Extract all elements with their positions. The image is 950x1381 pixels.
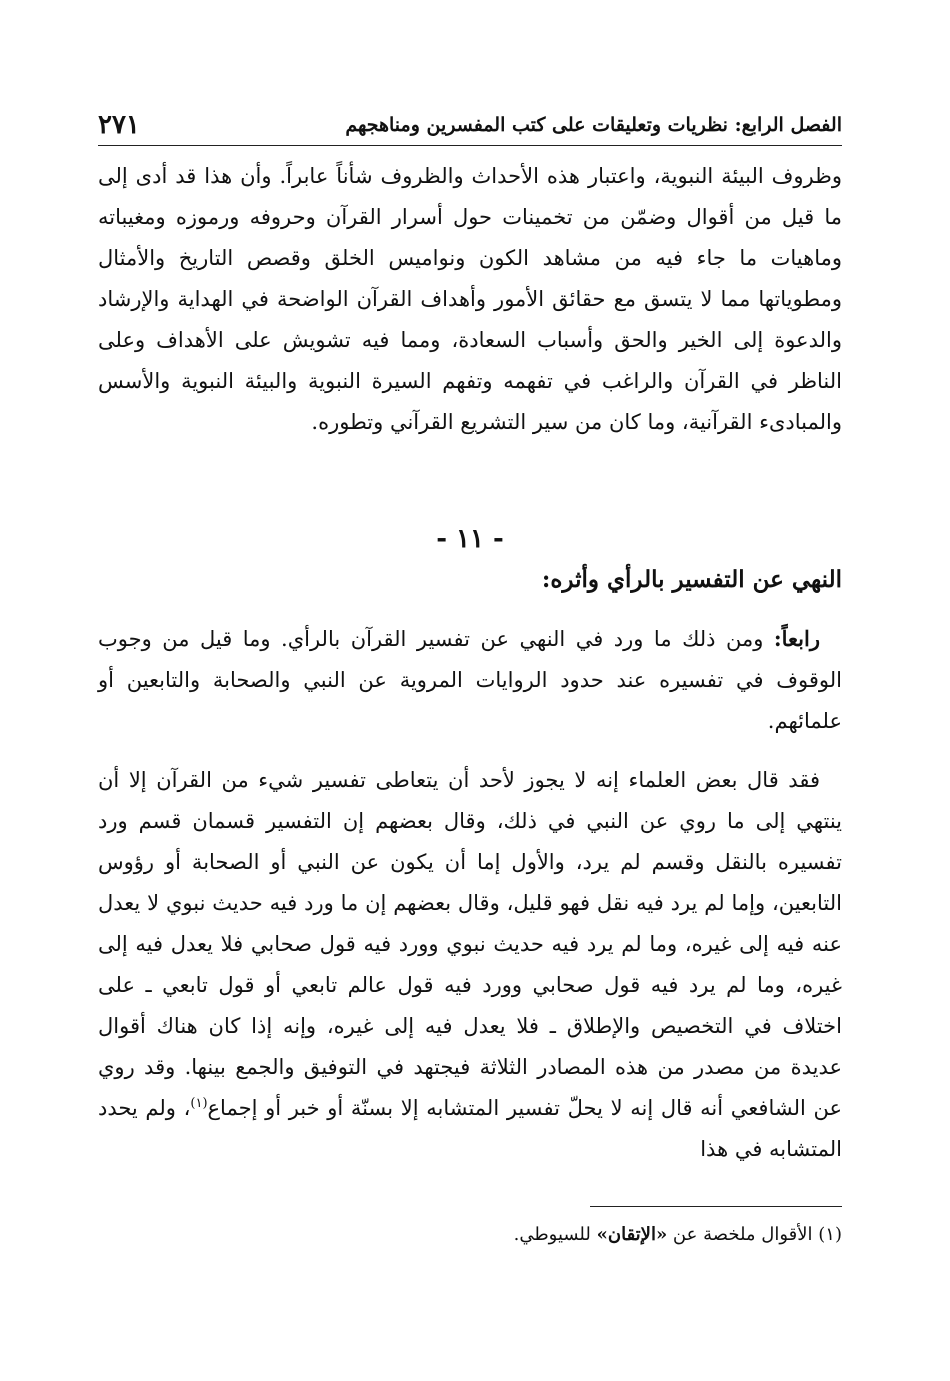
paragraph-2	[98, 618, 842, 742]
paragraph-3-text-end: ، ولم يحدد المتشابه في هذا	[98, 1096, 842, 1161]
footnote-text-end: للسيوطي.	[513, 1224, 597, 1245]
paragraph-lead-label: رابعاً:	[773, 626, 820, 651]
footnote-text: الأقوال ملخصة عن	[667, 1224, 819, 1245]
header-divider	[98, 145, 842, 146]
footnote-reference[interactable]: (١)	[190, 1096, 208, 1111]
footnote-book-title: «الإتقان»	[596, 1224, 668, 1245]
paragraph-1: وظروف البيئة النبوية، واعتبار هذه الأحداث والظروف شأناً عابراً. وأن هذا قد أدى إلى ما قيل من أقوال وضمّن من تخمينات حول أسرار القرآن وحروفه ورموزه ومغيباته وماهيات ما جاء فيه من مشاهد الكون ونواميس الخلق وقصص التاريخ والأمثال ومطوياتها مما لا يتسق مع حقائق الأمور وأهداف القرآن الواضحة في الهداية والإرشاد والدعوة إلى الخير والحق وأسباب السعادة، ومما فيه تشويش على الأهداف وعلى الناظر في القرآن والراغب في تفهمه وتفهم السيرة النبوية والبيئة النبوية والأسس والمبادىء القرآنية، وما كان من سير التشريع القرآني وتطوره.	[98, 164, 842, 434]
paragraph-2-text: ومن ذلك ما ورد في النهي عن تفسير القرآن بالرأي. وما قيل من وجوب الوقوف في تفسيره عند حدود الروايات المروية عن النبي والصحابة والتابعين أو علمائهم.	[98, 627, 842, 733]
running-header	[98, 108, 842, 142]
paragraph-3-text: فقد قال بعض العلماء إنه لا يجوز لأحد أن يتعاطى تفسير شيء من القرآن إلا أن ينتهي إلى ما روي عن النبي في ذلك، وقال بعضهم إن التفسير قسمان قسم ورد تفسيره بالنقل وقسم لم يرد، والأول إما أن يكون عن النبي أو الصحابة أو رؤوس التابعين، وإما لم يرد فيه نقل فهو قليل، وقال بعضهم إن ما ورد فيه حديث نبوي لا يعدل عنه فيه إلى غيره، وما لم يرد فيه حديث نبوي وورد فيه قول صحابي فلا يعدل فيه إلى غيره، وما لم يرد فيه قول صحابي وورد فيه قول عالم تابعي أو قول تابعي ـ على اختلاف في التخصيص والإطلاق ـ فلا يعدل فيه إلى غيره، وإنه إذا كان هناك أقوال عديدة من مصدر من هذه المصادر الثلاثة فيجتهد في التوفيق والجمع بينها. وقد روي عن الشافعي أنه قال إنه لا يحلّ تفسير المتشابه إلا بسنّة أو خبر أو إجماع	[98, 768, 843, 1120]
footnote-divider	[590, 1206, 842, 1207]
section-heading: النهي عن التفسير بالرأي وأثره:	[541, 566, 842, 593]
footnote	[98, 1220, 842, 1250]
paragraph-3	[98, 760, 842, 1170]
chapter-title: الفصل الرابع: نظريات وتعليقات على كتب المفسرين ومناهجهم	[345, 114, 842, 136]
section-number: - ١١ -	[436, 524, 504, 554]
footnote-number: (١)	[818, 1224, 842, 1245]
page-number: ٢٧١	[98, 110, 140, 140]
